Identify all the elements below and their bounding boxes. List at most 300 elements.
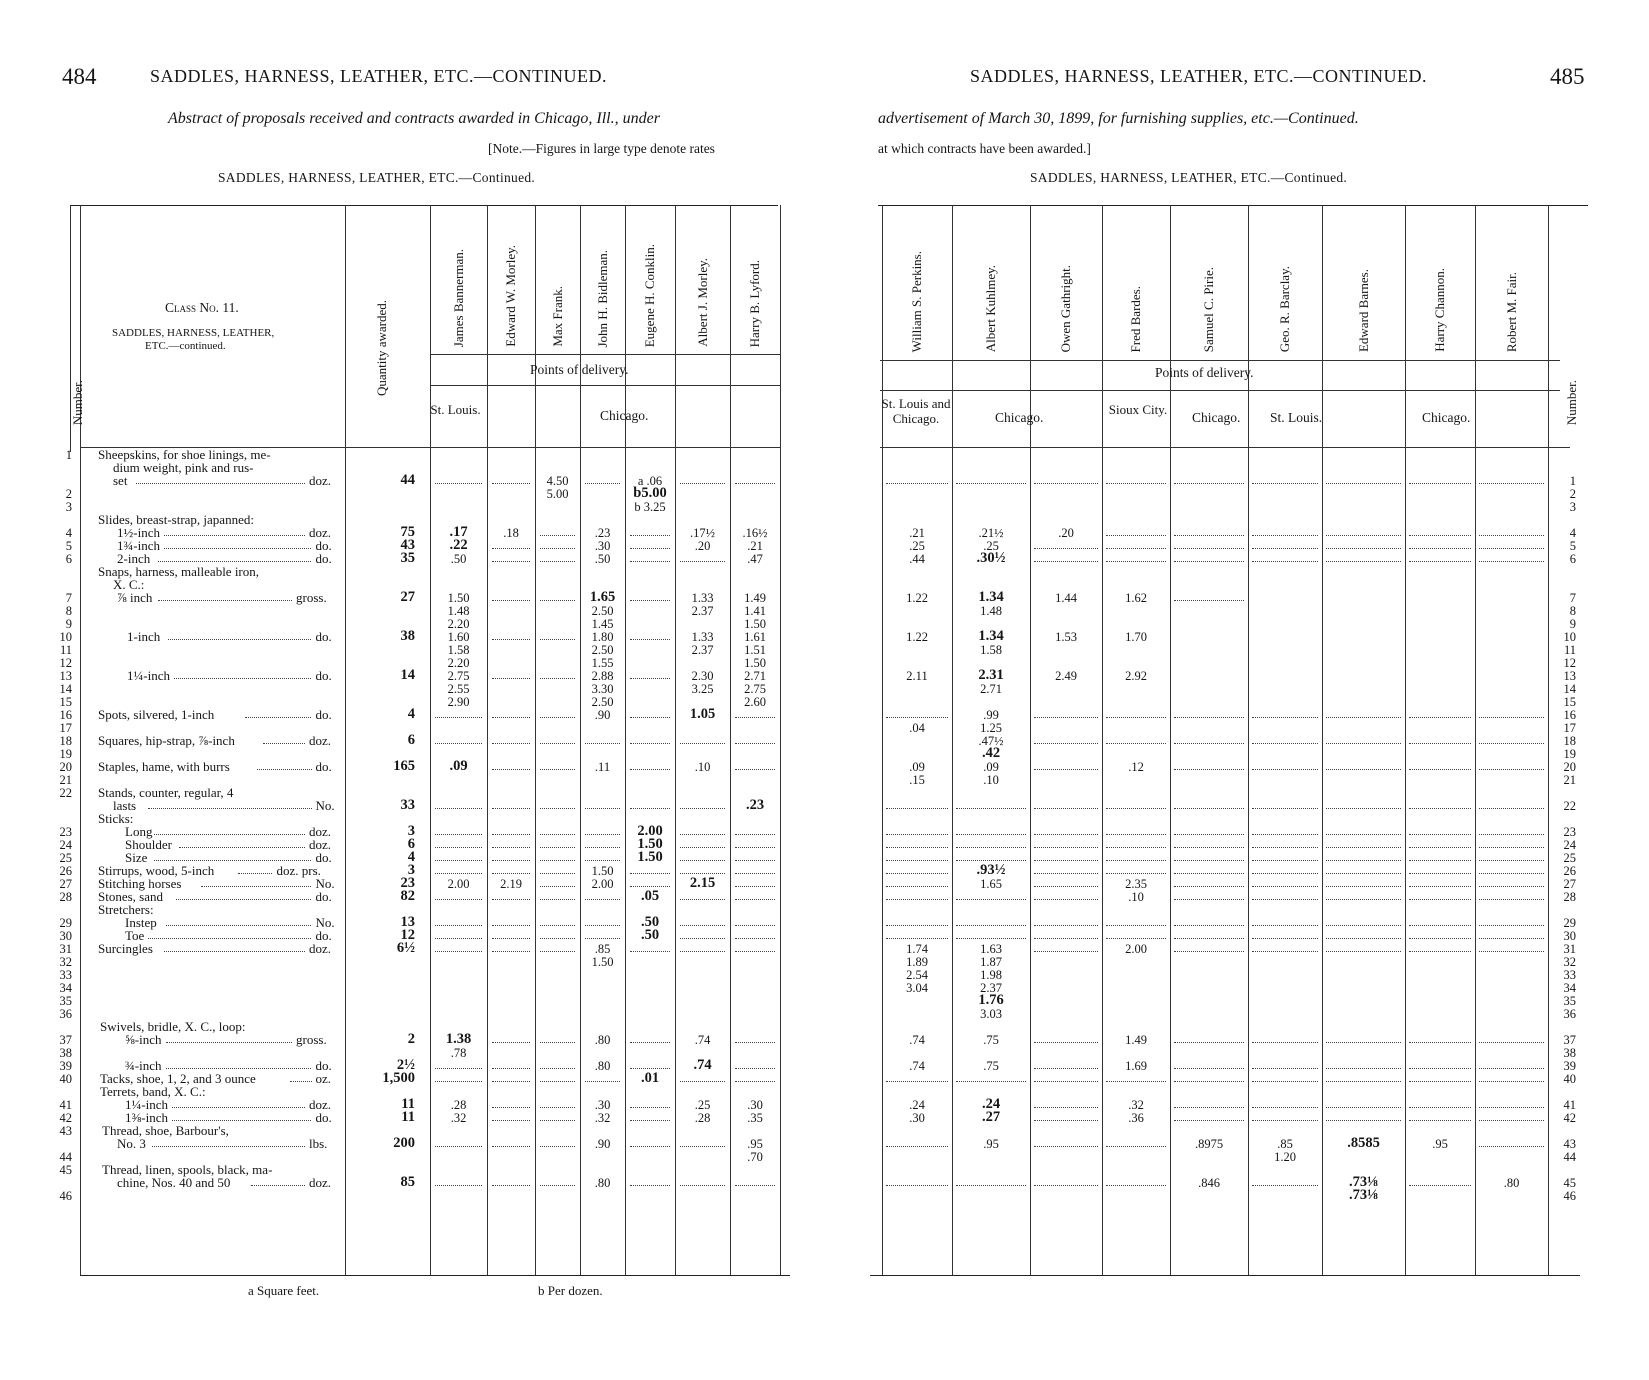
bid-price: 1.62 — [1125, 591, 1147, 605]
bid-price: .50 — [450, 552, 467, 566]
item-description: lasts — [113, 798, 137, 813]
leader-dots — [245, 717, 312, 718]
leader-dots — [435, 938, 482, 939]
bid-price: .28 — [694, 1111, 711, 1125]
row-number: 16 — [59, 708, 72, 722]
bid-price: 2.00 — [1125, 942, 1147, 956]
unit: doz. — [309, 824, 332, 839]
leader-dots — [1409, 925, 1471, 926]
item-description: Stands, counter, regular, 4 — [98, 785, 234, 800]
leader-dots — [540, 938, 575, 939]
bid-price: .74 — [909, 1033, 925, 1047]
leader-dots — [1479, 1068, 1544, 1069]
leader-dots — [956, 483, 1026, 484]
row-number: 34 — [59, 981, 72, 995]
item-description: dium weight, pink and rus- — [113, 460, 254, 475]
bid-price: .74 — [694, 1033, 711, 1047]
quantity-awarded: 6 — [407, 732, 415, 748]
bidder-name: John H. Bidleman. — [594, 249, 610, 347]
unit: do. — [315, 551, 332, 566]
bid-price: .18 — [503, 526, 519, 540]
bid-price: .20 — [694, 539, 711, 553]
bid-price: 2.71 — [744, 669, 766, 683]
bid-price: 1.76 — [978, 992, 1004, 1008]
header-bottom-rule-right — [880, 447, 1570, 448]
bid-price: .10 — [1128, 890, 1144, 904]
leader-dots — [492, 561, 530, 562]
leader-dots — [1174, 600, 1244, 601]
bid-price: .8975 — [1194, 1137, 1224, 1151]
leader-dots — [492, 899, 530, 900]
leader-dots — [1326, 899, 1401, 900]
bid-price: .80 — [594, 1033, 611, 1047]
row-number: 38 — [59, 1046, 72, 1060]
item-description: 2-inch — [117, 551, 151, 566]
bid-price: .80 — [594, 1059, 611, 1073]
leader-dots — [435, 860, 482, 861]
leader-dots — [735, 769, 775, 770]
bid-price: 1.65 — [589, 589, 616, 605]
row-number: 32 — [1563, 955, 1576, 969]
unit: No. — [315, 798, 335, 813]
bid-price: 2.31 — [978, 667, 1004, 683]
leader-dots — [1174, 860, 1244, 861]
leader-dots — [1252, 873, 1318, 874]
bid-price: .20 — [1058, 526, 1074, 540]
bid-price: 1.34 — [978, 589, 1004, 605]
leader-dots — [1174, 834, 1244, 835]
leader-dots — [1034, 899, 1098, 900]
unit: do. — [315, 538, 332, 553]
leader-dots — [1479, 834, 1544, 835]
leader-dots — [630, 600, 670, 601]
leader-dots — [630, 1107, 670, 1108]
leader-dots — [886, 860, 948, 861]
bid-price: 1.60 — [447, 630, 470, 644]
bid-price: .50 — [594, 552, 611, 566]
bidder-header — [1475, 212, 1548, 352]
leader-dots — [1479, 1081, 1544, 1082]
bid-price: .25 — [694, 1098, 711, 1112]
leader-dots — [435, 873, 482, 874]
running-head-right: SADDLES, HARNESS, LEATHER, ETC.—CONTINUED. — [970, 66, 1427, 86]
leader-dots — [540, 561, 575, 562]
bid-price: 2.11 — [906, 669, 928, 683]
bid-price: 1.74 — [906, 942, 928, 956]
bidder-header — [1405, 212, 1475, 352]
leader-dots — [1326, 1068, 1401, 1069]
item-description: Size — [125, 850, 148, 865]
row-number: 36 — [1563, 1007, 1576, 1021]
row-number: 40 — [59, 1072, 72, 1086]
bid-price: .73⅛ — [1349, 1174, 1378, 1190]
bid-price: .09 — [449, 758, 468, 774]
bid-price: .10 — [694, 760, 711, 774]
leader-dots — [492, 678, 530, 679]
right-page — [870, 0, 1649, 1380]
leader-dots — [1326, 1107, 1401, 1108]
row-number: 19 — [59, 747, 72, 761]
leader-dots — [1252, 847, 1318, 848]
leader-dots — [1252, 808, 1318, 809]
row-number: 27 — [59, 877, 72, 891]
row-number: 13 — [1563, 669, 1576, 683]
leader-dots — [492, 1068, 530, 1069]
leader-dots — [1409, 834, 1471, 835]
leader-dots — [956, 1081, 1026, 1082]
leader-dots — [1479, 847, 1544, 848]
leader-dots — [1409, 1107, 1471, 1108]
bidder-name: Robert M. Fair. — [1503, 271, 1519, 352]
leader-dots — [152, 1146, 305, 1147]
bid-price: .85 — [594, 942, 611, 956]
bid-price: .95 — [983, 1137, 999, 1151]
bid-price: .01 — [640, 1070, 660, 1086]
bid-price: .16½ — [742, 526, 768, 540]
leader-dots — [1252, 1120, 1318, 1121]
unit: do. — [315, 928, 332, 943]
row-number: 7 — [1569, 591, 1576, 605]
bid-price: .22 — [449, 537, 468, 553]
leader-dots — [886, 1146, 948, 1147]
leader-dots — [1479, 561, 1544, 562]
bid-price: 2.88 — [591, 669, 614, 683]
row-number: 23 — [1563, 825, 1576, 839]
leader-dots — [886, 938, 948, 939]
leader-dots — [630, 548, 670, 549]
leader-dots — [735, 1185, 775, 1186]
leader-dots — [492, 769, 530, 770]
bid-price: .30 — [594, 1098, 611, 1112]
bid-price: 2.90 — [447, 695, 470, 709]
leader-dots — [630, 951, 670, 952]
leader-dots — [1252, 951, 1318, 952]
leader-dots — [1174, 899, 1244, 900]
bid-price: 1.22 — [906, 591, 928, 605]
leader-dots — [1326, 548, 1401, 549]
bidder-name: James Bannerman. — [450, 248, 466, 347]
leader-dots — [735, 834, 775, 835]
item-description: ⅝-inch — [125, 1032, 162, 1047]
unit: gross. — [296, 1032, 327, 1047]
leader-dots — [1326, 886, 1401, 887]
leader-dots — [956, 808, 1026, 809]
item-description: Stretchers: — [98, 902, 154, 917]
leader-dots — [1106, 938, 1166, 939]
leader-dots — [540, 925, 575, 926]
leader-dots — [435, 717, 482, 718]
bidder-header — [1248, 212, 1322, 352]
bid-price: .47½ — [978, 734, 1004, 748]
leader-dots — [172, 1120, 311, 1121]
item-description: 1½-inch — [117, 525, 160, 540]
leader-dots — [1479, 1146, 1544, 1147]
bid-price: .73⅛ — [1349, 1187, 1378, 1203]
leader-dots — [680, 847, 725, 848]
unit: doz. — [309, 525, 332, 540]
leader-dots — [585, 925, 620, 926]
leader-dots — [251, 1185, 305, 1186]
note-line-left: [Note.—Figures in large type denote rates — [488, 141, 715, 156]
row-number: 1 — [65, 448, 72, 462]
leader-dots — [1252, 743, 1318, 744]
leader-dots — [1034, 834, 1098, 835]
bid-price: 1.49 — [744, 591, 766, 605]
row-number: 2 — [1569, 487, 1576, 501]
quantity-awarded: 6½ — [396, 940, 415, 956]
unit: doz. — [309, 941, 332, 956]
row-number: 30 — [1563, 929, 1576, 943]
leader-dots — [1326, 717, 1401, 718]
bid-price: 2.50 — [591, 604, 614, 618]
row-number: 41 — [59, 1098, 72, 1112]
row-number: 5 — [65, 539, 72, 553]
leader-dots — [1479, 1107, 1544, 1108]
unit: doz. — [309, 1097, 332, 1112]
leader-dots — [1174, 483, 1244, 484]
row-number: 4 — [65, 526, 72, 540]
leader-dots — [540, 1120, 575, 1121]
leader-dots — [1326, 561, 1401, 562]
leader-dots — [492, 483, 530, 484]
bid-price: 2.20 — [447, 617, 470, 631]
bid-price: 1.20 — [1274, 1150, 1296, 1164]
points-header-left: Points of delivery. — [530, 362, 629, 377]
column-rule — [80, 205, 81, 1275]
leader-dots — [956, 925, 1026, 926]
bid-price: .17 — [449, 524, 468, 540]
bidder-name: William S. Perkins. — [909, 250, 924, 352]
leader-dots — [492, 1107, 530, 1108]
leader-dots — [1034, 743, 1098, 744]
leader-dots — [1326, 925, 1401, 926]
leader-dots — [1034, 847, 1098, 848]
quantity-awarded: 33 — [400, 797, 415, 813]
bid-price: 2.00 — [447, 877, 470, 891]
bid-price: a .06 — [637, 474, 663, 488]
leader-dots — [1479, 1120, 1544, 1121]
leader-dots — [1409, 860, 1471, 861]
row-number: 17 — [59, 721, 72, 735]
item-description: X. C.: — [113, 577, 145, 592]
row-number: 20 — [59, 760, 72, 774]
leader-dots — [1409, 1042, 1471, 1043]
row-number: 30 — [59, 929, 72, 943]
bid-price: .12 — [1128, 760, 1144, 774]
leader-dots — [630, 743, 670, 744]
bid-price: 1.33 — [691, 591, 714, 605]
bid-price: .30 — [594, 539, 611, 553]
bid-price: .32 — [1128, 1098, 1144, 1112]
bid-price: .23 — [594, 526, 611, 540]
item-description: Thread, linen, spools, black, ma- — [102, 1162, 273, 1177]
delivery-chicago-right-3: Chicago. — [1422, 410, 1471, 425]
leader-dots — [1034, 1042, 1098, 1043]
leader-dots — [1034, 886, 1098, 887]
leader-dots — [1326, 483, 1401, 484]
leader-dots — [956, 834, 1026, 835]
row-number: 5 — [1569, 539, 1576, 553]
bidder-header — [625, 215, 675, 347]
item-description: Spots, silvered, 1-inch — [98, 707, 215, 722]
leader-dots — [1034, 873, 1098, 874]
leader-dots — [1174, 1081, 1244, 1082]
bidder-name: Edward Barnes. — [1355, 268, 1371, 352]
row-number: 35 — [1563, 994, 1576, 1008]
unit: do. — [315, 889, 332, 904]
bid-price: 1.50 — [447, 591, 470, 605]
leader-dots — [1106, 483, 1166, 484]
row-number: 39 — [1563, 1059, 1576, 1073]
bid-price: b5.00 — [633, 485, 667, 501]
row-number: 28 — [1563, 890, 1576, 904]
leader-dots — [1326, 951, 1401, 952]
leader-dots — [735, 847, 775, 848]
leader-dots — [1174, 1107, 1244, 1108]
left-page — [0, 0, 800, 1380]
leader-dots — [1174, 886, 1244, 887]
bid-price: .21 — [909, 526, 925, 540]
leader-dots — [540, 1068, 575, 1069]
bidder-header — [535, 215, 580, 347]
bid-price: 1.55 — [591, 656, 614, 670]
leader-dots — [1409, 548, 1471, 549]
bid-price: .75 — [983, 1059, 999, 1073]
leader-dots — [630, 808, 670, 809]
leader-dots — [1106, 847, 1166, 848]
row-number: 46 — [59, 1189, 72, 1203]
delivery-st-louis-left: St. Louis. — [430, 402, 481, 417]
leader-dots — [1479, 769, 1544, 770]
bid-price: 1.25 — [980, 721, 1002, 735]
leader-dots — [1034, 925, 1098, 926]
leader-dots — [680, 743, 725, 744]
leader-dots — [1326, 834, 1401, 835]
bid-price: 1.70 — [1125, 630, 1147, 644]
unit: lbs. — [309, 1136, 328, 1151]
leader-dots — [680, 951, 725, 952]
leader-dots — [540, 1185, 575, 1186]
points-header-right: Points of delivery. — [1155, 365, 1254, 380]
leader-dots — [492, 717, 530, 718]
section-heading-left: SADDLES, HARNESS, LEATHER, ETC.—Continued. — [218, 170, 536, 185]
column-rule — [1405, 205, 1406, 1275]
leader-dots — [540, 834, 575, 835]
leader-dots — [680, 808, 725, 809]
bid-price: 1.87 — [980, 955, 1002, 969]
bid-price: 2.49 — [1055, 669, 1077, 683]
bid-price: 1.58 — [980, 643, 1002, 657]
leader-dots — [1174, 548, 1244, 549]
leader-dots — [1252, 769, 1318, 770]
row-number: 24 — [59, 838, 72, 852]
leader-dots — [540, 1107, 575, 1108]
unit: do. — [315, 668, 332, 683]
leader-dots — [956, 1185, 1026, 1186]
row-number: 42 — [1563, 1111, 1576, 1125]
leader-dots — [435, 808, 482, 809]
bid-price: b 3.25 — [634, 500, 666, 514]
row-number: 20 — [1563, 760, 1576, 774]
unit: doz. — [309, 473, 332, 488]
quantity-awarded: 12 — [400, 927, 415, 943]
leader-dots — [174, 678, 311, 679]
leader-dots — [1479, 535, 1544, 536]
bid-price: .09 — [983, 760, 999, 774]
bid-price: 2.60 — [744, 695, 766, 709]
leader-dots — [164, 535, 305, 536]
leader-dots — [585, 938, 620, 939]
leader-dots — [1326, 1120, 1401, 1121]
leader-dots — [1106, 1185, 1166, 1186]
leader-dots — [585, 834, 620, 835]
leader-dots — [1106, 561, 1166, 562]
leader-dots — [680, 860, 725, 861]
leader-dots — [1034, 561, 1098, 562]
leader-dots — [164, 951, 305, 952]
bid-price: 2.92 — [1125, 669, 1147, 683]
leader-dots — [680, 561, 725, 562]
leader-dots — [1479, 873, 1544, 874]
bid-price: .28 — [450, 1098, 467, 1112]
item-description: Staples, hame, with burrs — [98, 759, 230, 774]
points-rule-bottom — [430, 385, 780, 386]
bid-price: 1.50 — [744, 617, 766, 631]
note-line-right: at which contracts have been awarded.] — [878, 141, 1091, 156]
bid-price: .30½ — [976, 550, 1006, 566]
leader-dots — [1479, 717, 1544, 718]
leader-dots — [680, 483, 725, 484]
row-number: 14 — [1563, 682, 1576, 696]
class-subtitle-2: ETC.—continued. — [145, 340, 226, 352]
leader-dots — [886, 834, 948, 835]
quantity-awarded: 14 — [400, 667, 415, 683]
bid-price: 1.38 — [445, 1031, 472, 1047]
table-bottom-rule-right — [870, 1275, 1580, 1276]
bid-price: .10 — [983, 773, 999, 787]
item-description: Terrets, band, X. C.: — [100, 1084, 206, 1099]
row-number: 45 — [1563, 1176, 1576, 1190]
leader-dots — [1326, 873, 1401, 874]
leader-dots — [492, 808, 530, 809]
leader-dots — [1252, 483, 1318, 484]
row-number: 34 — [1563, 981, 1576, 995]
bidder-name: Max Frank. — [549, 286, 565, 347]
leader-dots — [540, 548, 575, 549]
row-number: 13 — [59, 669, 72, 683]
leader-dots — [1174, 808, 1244, 809]
quantity-awarded: 43 — [400, 537, 415, 553]
leader-dots — [179, 847, 305, 848]
leader-dots — [735, 1042, 775, 1043]
leader-dots — [1409, 717, 1471, 718]
bidder-name: Geo. R. Barclay. — [1277, 265, 1292, 352]
leader-dots — [1106, 925, 1166, 926]
leader-dots — [492, 639, 530, 640]
leader-dots — [164, 548, 311, 549]
bid-price: 2.15 — [689, 875, 716, 891]
leader-dots — [1106, 873, 1166, 874]
quantity-awarded: 82 — [400, 888, 415, 904]
bid-price: 2.30 — [691, 669, 714, 683]
row-number: 37 — [1563, 1033, 1576, 1047]
leader-dots — [1106, 860, 1166, 861]
leader-dots — [735, 483, 775, 484]
row-number: 9 — [65, 617, 72, 631]
leader-dots — [540, 860, 575, 861]
bidder-name: Fred Bardes. — [1128, 285, 1143, 352]
leader-dots — [492, 743, 530, 744]
